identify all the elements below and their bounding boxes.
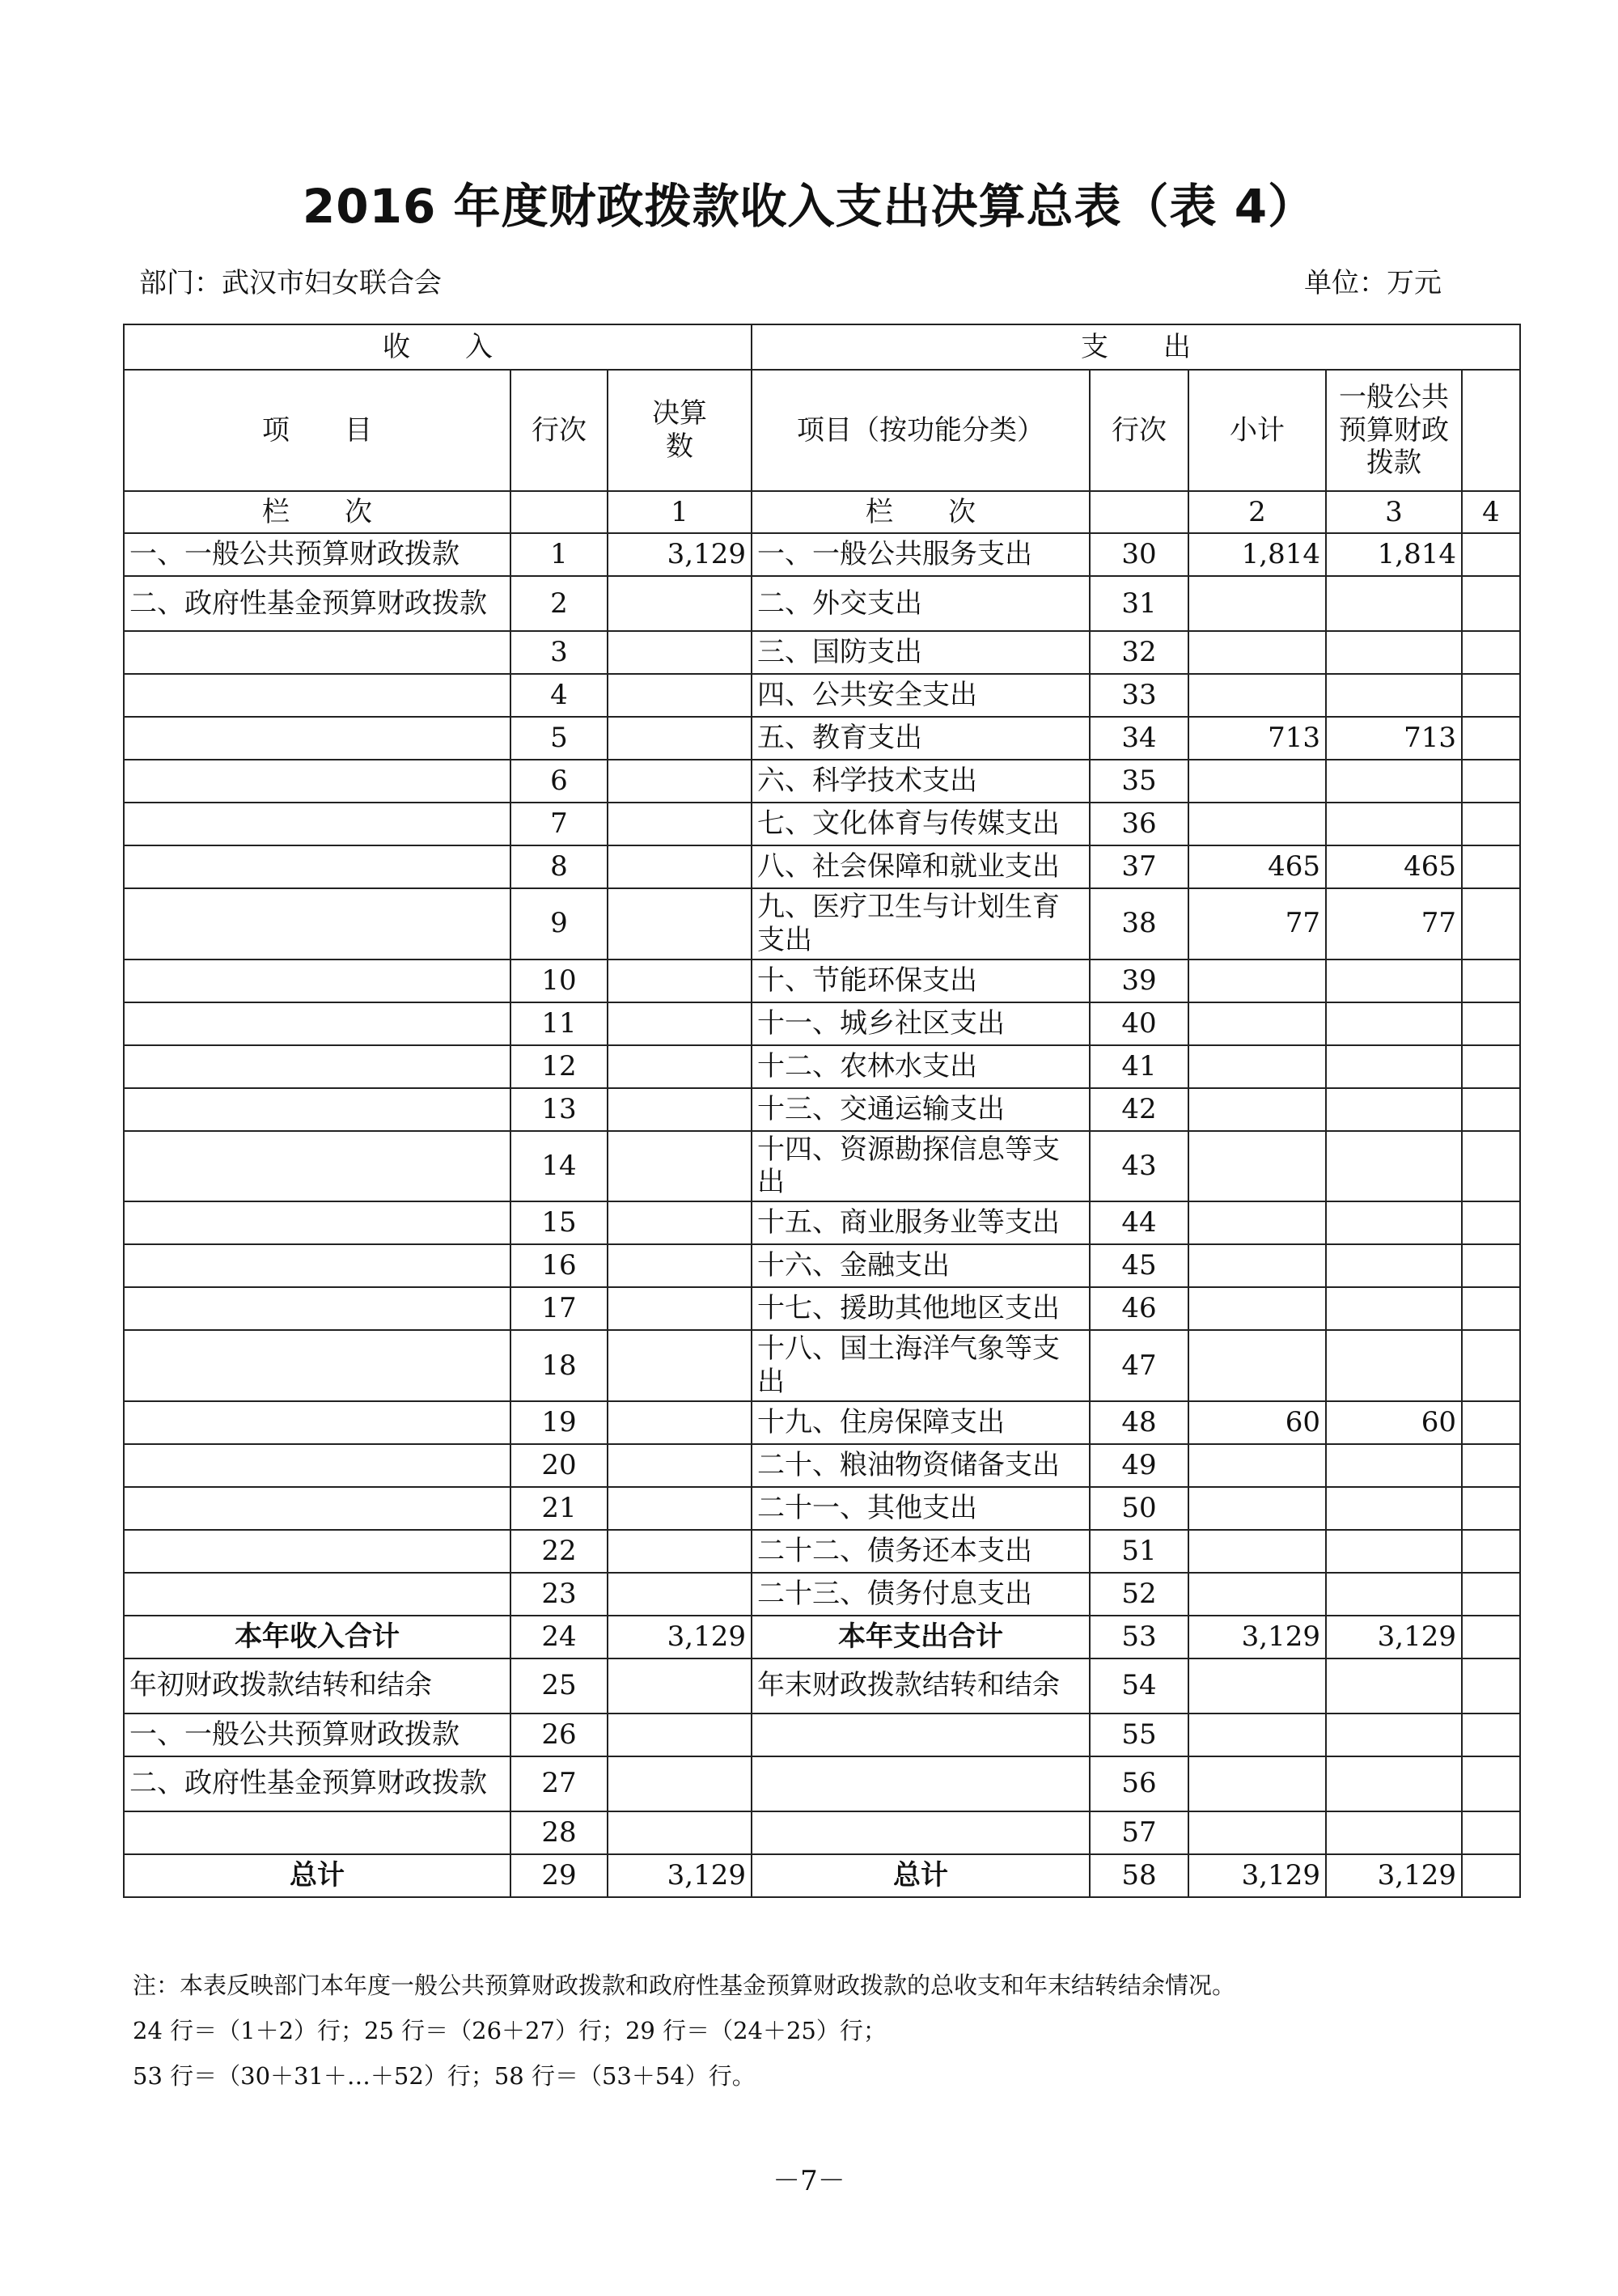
header-amount: 决算数 — [608, 370, 752, 491]
expenditure-item: 一、一般公共服务支出 — [752, 533, 1090, 576]
income-amount: 3,129 — [608, 1616, 752, 1658]
table-row — [124, 717, 1520, 760]
income-amount — [608, 1244, 752, 1287]
table-row — [124, 1244, 1520, 1287]
expenditure-item — [752, 1811, 1090, 1854]
expenditure-item: 十八、国土海洋气象等支出 — [752, 1330, 1090, 1401]
expenditure-item: 六、科学技术支出 — [752, 760, 1090, 803]
income-item: 总计 — [124, 1854, 510, 1897]
expenditure-extra — [1462, 1756, 1520, 1811]
expenditure-extra — [1462, 1401, 1520, 1444]
income-amount — [608, 1002, 752, 1045]
column-no-label-2: 栏 次 — [752, 491, 1090, 533]
expenditure-extra — [1462, 1045, 1520, 1088]
header-general-budget: 一般公共预算财政拨款 — [1326, 370, 1462, 491]
expenditure-subtotal — [1188, 1244, 1326, 1287]
note-line-1: 注：本表反映部门本年度一般公共预算财政拨款和政府性基金预算财政拨款的总收支和年末结转结余情况。 — [133, 1972, 1236, 1999]
expenditure-row-no: 31 — [1090, 576, 1188, 631]
income-amount — [608, 576, 752, 631]
expenditure-extra — [1462, 1487, 1520, 1530]
expenditure-general-budget — [1326, 1088, 1462, 1131]
expenditure-general-budget — [1326, 631, 1462, 674]
expenditure-row-no: 52 — [1090, 1573, 1188, 1616]
expenditure-extra — [1462, 1811, 1520, 1854]
header-income: 收 入 — [124, 324, 752, 370]
expenditure-general-budget: 713 — [1326, 717, 1462, 760]
income-row-no: 11 — [510, 1002, 608, 1045]
table-row — [124, 803, 1520, 845]
income-item: 一、一般公共预算财政拨款 — [124, 533, 510, 576]
column-no-2: 2 — [1188, 491, 1326, 533]
income-item — [124, 1487, 510, 1530]
expenditure-subtotal: 3,129 — [1188, 1854, 1326, 1897]
income-item: 年初财政拨款结转和结余 — [124, 1658, 510, 1714]
expenditure-subtotal — [1188, 1045, 1326, 1088]
table-row — [124, 674, 1520, 717]
expenditure-row-no: 50 — [1090, 1487, 1188, 1530]
income-item: 一、一般公共预算财政拨款 — [124, 1714, 510, 1756]
income-amount — [608, 1088, 752, 1131]
income-row-no: 13 — [510, 1088, 608, 1131]
page-number: －7－ — [773, 2165, 845, 2197]
income-item — [124, 1244, 510, 1287]
income-row-no: 17 — [510, 1287, 608, 1330]
table-row — [124, 1811, 1520, 1854]
income-item — [124, 631, 510, 674]
note-line-2: 24 行＝（1＋2）行；25 行＝（26＋27）行；29 行＝（24＋25）行； — [133, 2017, 887, 2044]
income-item — [124, 1573, 510, 1616]
income-item: 本年收入合计 — [124, 1616, 510, 1658]
table-row — [124, 1287, 1520, 1330]
income-amount — [608, 888, 752, 959]
expenditure-row-no: 58 — [1090, 1854, 1188, 1897]
income-item — [124, 803, 510, 845]
expenditure-extra — [1462, 1201, 1520, 1244]
expenditure-extra — [1462, 1616, 1520, 1658]
income-row-no: 5 — [510, 717, 608, 760]
table-row — [124, 1756, 1520, 1811]
expenditure-general-budget: 3,129 — [1326, 1616, 1462, 1658]
expenditure-subtotal: 77 — [1188, 888, 1326, 959]
expenditure-subtotal — [1188, 760, 1326, 803]
income-amount — [608, 1487, 752, 1530]
income-row-no: 7 — [510, 803, 608, 845]
income-row-no: 21 — [510, 1487, 608, 1530]
expenditure-item: 八、社会保障和就业支出 — [752, 845, 1090, 888]
table-row — [124, 1616, 1520, 1658]
header-subtotal: 小计 — [1188, 370, 1326, 491]
income-row-no: 23 — [510, 1573, 608, 1616]
expenditure-subtotal — [1188, 1714, 1326, 1756]
income-item — [124, 760, 510, 803]
expenditure-extra — [1462, 1244, 1520, 1287]
table-row — [124, 1088, 1520, 1131]
expenditure-subtotal: 3,129 — [1188, 1616, 1326, 1658]
income-amount — [608, 1330, 752, 1401]
department-label: 部门：武汉市妇女联合会 — [139, 267, 442, 299]
expenditure-item: 三、国防支出 — [752, 631, 1090, 674]
income-row-no: 19 — [510, 1401, 608, 1444]
expenditure-row-no: 37 — [1090, 845, 1188, 888]
expenditure-row-no: 38 — [1090, 888, 1188, 959]
income-amount — [608, 845, 752, 888]
column-no-label: 栏 次 — [124, 491, 510, 533]
expenditure-general-budget: 1,814 — [1326, 533, 1462, 576]
expenditure-item: 年末财政拨款结转和结余 — [752, 1658, 1090, 1714]
expenditure-general-budget — [1326, 1530, 1462, 1573]
table-row — [124, 576, 1520, 631]
expenditure-item: 十一、城乡社区支出 — [752, 1002, 1090, 1045]
expenditure-item: 四、公共安全支出 — [752, 674, 1090, 717]
expenditure-general-budget — [1326, 1658, 1462, 1714]
income-row-no: 12 — [510, 1045, 608, 1088]
expenditure-item: 十六、金融支出 — [752, 1244, 1090, 1287]
income-item — [124, 845, 510, 888]
income-amount — [608, 803, 752, 845]
expenditure-extra — [1462, 1131, 1520, 1202]
expenditure-item: 十三、交通运输支出 — [752, 1088, 1090, 1131]
expenditure-general-budget — [1326, 1444, 1462, 1487]
table-row — [124, 760, 1520, 803]
expenditure-general-budget — [1326, 1201, 1462, 1244]
expenditure-item: 二十二、债务还本支出 — [752, 1530, 1090, 1573]
income-row-no: 29 — [510, 1854, 608, 1897]
header-extra — [1462, 370, 1520, 491]
expenditure-extra — [1462, 1530, 1520, 1573]
unit-label: 单位：万元 — [1304, 267, 1442, 299]
expenditure-general-budget — [1326, 576, 1462, 631]
expenditure-row-no: 42 — [1090, 1088, 1188, 1131]
header-item: 项 目 — [124, 370, 510, 491]
expenditure-row-no: 33 — [1090, 674, 1188, 717]
expenditure-extra — [1462, 845, 1520, 888]
expenditure-general-budget — [1326, 1244, 1462, 1287]
income-amount — [608, 1573, 752, 1616]
expenditure-row-no: 57 — [1090, 1811, 1188, 1854]
income-item: 二、政府性基金预算财政拨款 — [124, 576, 510, 631]
expenditure-extra — [1462, 1573, 1520, 1616]
income-row-no: 9 — [510, 888, 608, 959]
income-item — [124, 1088, 510, 1131]
income-row-no: 15 — [510, 1201, 608, 1244]
expenditure-general-budget — [1326, 1756, 1462, 1811]
table-row — [124, 1131, 1520, 1202]
expenditure-item: 二十、粮油物资储备支出 — [752, 1444, 1090, 1487]
income-amount — [608, 959, 752, 1002]
income-row-no: 2 — [510, 576, 608, 631]
table-row — [124, 1201, 1520, 1244]
expenditure-subtotal — [1188, 1530, 1326, 1573]
expenditure-subtotal — [1188, 1487, 1326, 1530]
table-row — [124, 1530, 1520, 1573]
expenditure-subtotal — [1188, 1131, 1326, 1202]
income-row-no: 20 — [510, 1444, 608, 1487]
income-row-no: 16 — [510, 1244, 608, 1287]
expenditure-item — [752, 1756, 1090, 1811]
header-row-no-2: 行次 — [1090, 370, 1188, 491]
expenditure-item — [752, 1714, 1090, 1756]
table-row — [124, 1487, 1520, 1530]
expenditure-row-no: 54 — [1090, 1658, 1188, 1714]
table-row — [124, 888, 1520, 959]
expenditure-subtotal — [1188, 1287, 1326, 1330]
table-row — [124, 1330, 1520, 1401]
expenditure-subtotal — [1188, 674, 1326, 717]
income-row-no: 22 — [510, 1530, 608, 1573]
expenditure-general-budget — [1326, 959, 1462, 1002]
expenditure-row-no: 45 — [1090, 1244, 1188, 1287]
expenditure-extra — [1462, 533, 1520, 576]
expenditure-general-budget — [1326, 1287, 1462, 1330]
expenditure-subtotal — [1188, 1444, 1326, 1487]
income-item — [124, 1201, 510, 1244]
expenditure-row-no: 35 — [1090, 760, 1188, 803]
expenditure-item: 十四、资源勘探信息等支出 — [752, 1131, 1090, 1202]
expenditure-item: 五、教育支出 — [752, 717, 1090, 760]
income-item — [124, 1002, 510, 1045]
expenditure-subtotal — [1188, 1088, 1326, 1131]
income-item — [124, 1444, 510, 1487]
expenditure-general-budget — [1326, 1045, 1462, 1088]
expenditure-extra — [1462, 631, 1520, 674]
header-func-item: 项目（按功能分类） — [752, 370, 1090, 491]
expenditure-row-no: 48 — [1090, 1401, 1188, 1444]
expenditure-extra — [1462, 1444, 1520, 1487]
expenditure-item: 十二、农林水支出 — [752, 1045, 1090, 1088]
income-amount — [608, 1045, 752, 1088]
expenditure-row-no: 43 — [1090, 1131, 1188, 1202]
income-item: 二、政府性基金预算财政拨款 — [124, 1756, 510, 1811]
expenditure-row-no: 40 — [1090, 1002, 1188, 1045]
table-row — [124, 631, 1520, 674]
table-row — [124, 959, 1520, 1002]
income-amount — [608, 1201, 752, 1244]
expenditure-row-no: 56 — [1090, 1756, 1188, 1811]
expenditure-general-budget — [1326, 760, 1462, 803]
expenditure-general-budget: 77 — [1326, 888, 1462, 959]
income-amount — [608, 717, 752, 760]
expenditure-extra — [1462, 803, 1520, 845]
expenditure-general-budget — [1326, 1002, 1462, 1045]
income-row-no: 8 — [510, 845, 608, 888]
header-row-no: 行次 — [510, 370, 608, 491]
column-no-1: 1 — [608, 491, 752, 533]
expenditure-row-no: 44 — [1090, 1201, 1188, 1244]
income-amount: 3,129 — [608, 533, 752, 576]
column-no-4: 4 — [1462, 491, 1520, 533]
expenditure-subtotal — [1188, 1330, 1326, 1401]
income-amount — [608, 1756, 752, 1811]
header-section-row — [124, 324, 1520, 370]
income-item — [124, 1530, 510, 1573]
expenditure-extra — [1462, 576, 1520, 631]
income-row-no: 4 — [510, 674, 608, 717]
income-item — [124, 1287, 510, 1330]
income-row-no: 27 — [510, 1756, 608, 1811]
table-row — [124, 533, 1520, 576]
expenditure-general-budget — [1326, 674, 1462, 717]
expenditure-general-budget — [1326, 1487, 1462, 1530]
expenditure-row-no: 34 — [1090, 717, 1188, 760]
table-row — [124, 1854, 1520, 1897]
income-amount — [608, 631, 752, 674]
expenditure-item: 二十三、债务付息支出 — [752, 1573, 1090, 1616]
expenditure-row-no: 36 — [1090, 803, 1188, 845]
income-row-no: 26 — [510, 1714, 608, 1756]
expenditure-subtotal — [1188, 631, 1326, 674]
table-row — [124, 1714, 1520, 1756]
expenditure-extra — [1462, 1088, 1520, 1131]
income-amount — [608, 674, 752, 717]
expenditure-extra — [1462, 888, 1520, 959]
income-item — [124, 1811, 510, 1854]
income-row-no: 25 — [510, 1658, 608, 1714]
expenditure-general-budget: 3,129 — [1326, 1854, 1462, 1897]
expenditure-extra — [1462, 717, 1520, 760]
income-amount — [608, 1444, 752, 1487]
income-row-no: 24 — [510, 1616, 608, 1658]
expenditure-item: 二十一、其他支出 — [752, 1487, 1090, 1530]
income-amount — [608, 1287, 752, 1330]
expenditure-row-no: 30 — [1090, 533, 1188, 576]
expenditure-subtotal — [1188, 1002, 1326, 1045]
expenditure-row-no: 46 — [1090, 1287, 1188, 1330]
income-amount — [608, 1131, 752, 1202]
table-row — [124, 1573, 1520, 1616]
income-item — [124, 717, 510, 760]
expenditure-extra — [1462, 959, 1520, 1002]
table-row — [124, 1658, 1520, 1714]
expenditure-subtotal: 465 — [1188, 845, 1326, 888]
table-row — [124, 1045, 1520, 1088]
column-no-3: 3 — [1326, 491, 1462, 533]
expenditure-subtotal — [1188, 576, 1326, 631]
expenditure-subtotal — [1188, 1811, 1326, 1854]
expenditure-subtotal: 1,814 — [1188, 533, 1326, 576]
table-row — [124, 845, 1520, 888]
income-row-no: 18 — [510, 1330, 608, 1401]
expenditure-general-budget: 60 — [1326, 1401, 1462, 1444]
expenditure-extra — [1462, 1714, 1520, 1756]
income-row-no: 1 — [510, 533, 608, 576]
expenditure-item: 十五、商业服务业等支出 — [752, 1201, 1090, 1244]
expenditure-general-budget: 465 — [1326, 845, 1462, 888]
income-row-no: 28 — [510, 1811, 608, 1854]
expenditure-general-budget — [1326, 1714, 1462, 1756]
expenditure-item: 十九、住房保障支出 — [752, 1401, 1090, 1444]
expenditure-extra — [1462, 760, 1520, 803]
income-item — [124, 888, 510, 959]
expenditure-row-no: 49 — [1090, 1444, 1188, 1487]
expenditure-item: 本年支出合计 — [752, 1616, 1090, 1658]
income-amount — [608, 1714, 752, 1756]
expenditure-row-no: 32 — [1090, 631, 1188, 674]
expenditure-extra — [1462, 1658, 1520, 1714]
expenditure-row-no: 51 — [1090, 1530, 1188, 1573]
expenditure-general-budget — [1326, 1573, 1462, 1616]
income-row-no: 10 — [510, 959, 608, 1002]
expenditure-extra — [1462, 1002, 1520, 1045]
header-column-row — [124, 370, 1520, 491]
column-number-row — [124, 491, 1520, 533]
income-item — [124, 1401, 510, 1444]
page-title: 2016 年度财政拨款收入支出决算总表（表 4） — [302, 179, 1316, 234]
income-amount — [608, 760, 752, 803]
expenditure-row-no: 53 — [1090, 1616, 1188, 1658]
income-amount — [608, 1530, 752, 1573]
expenditure-item: 十七、援助其他地区支出 — [752, 1287, 1090, 1330]
column-no-blank-2 — [1090, 491, 1188, 533]
expenditure-subtotal — [1188, 1756, 1326, 1811]
income-item — [124, 1045, 510, 1088]
expenditure-extra — [1462, 1330, 1520, 1401]
expenditure-row-no: 55 — [1090, 1714, 1188, 1756]
expenditure-row-no: 39 — [1090, 959, 1188, 1002]
table-row — [124, 1401, 1520, 1444]
expenditure-item: 总计 — [752, 1854, 1090, 1897]
expenditure-extra — [1462, 674, 1520, 717]
table-row — [124, 1444, 1520, 1487]
expenditure-item: 九、医疗卫生与计划生育支出 — [752, 888, 1090, 959]
expenditure-item: 二、外交支出 — [752, 576, 1090, 631]
income-item — [124, 674, 510, 717]
expenditure-subtotal — [1188, 959, 1326, 1002]
expenditure-general-budget — [1326, 1330, 1462, 1401]
expenditure-row-no: 41 — [1090, 1045, 1188, 1088]
column-no-blank — [510, 491, 608, 533]
income-amount — [608, 1658, 752, 1714]
expenditure-general-budget — [1326, 1131, 1462, 1202]
income-amount — [608, 1811, 752, 1854]
expenditure-item: 十、节能环保支出 — [752, 959, 1090, 1002]
expenditure-subtotal — [1188, 803, 1326, 845]
income-row-no: 6 — [510, 760, 608, 803]
expenditure-general-budget — [1326, 1811, 1462, 1854]
expenditure-subtotal — [1188, 1201, 1326, 1244]
table-row — [124, 1002, 1520, 1045]
note-line-3: 53 行＝（30＋31＋…＋52）行；58 行＝（53＋54）行。 — [133, 2062, 756, 2090]
expenditure-subtotal: 60 — [1188, 1401, 1326, 1444]
expenditure-item: 七、文化体育与传媒支出 — [752, 803, 1090, 845]
expenditure-subtotal — [1188, 1658, 1326, 1714]
income-item — [124, 1330, 510, 1401]
expenditure-general-budget — [1326, 803, 1462, 845]
income-row-no: 14 — [510, 1131, 608, 1202]
income-amount: 3,129 — [608, 1854, 752, 1897]
header-expenditure: 支 出 — [752, 324, 1520, 370]
income-row-no: 3 — [510, 631, 608, 674]
expenditure-extra — [1462, 1287, 1520, 1330]
expenditure-row-no: 47 — [1090, 1330, 1188, 1401]
budget-table — [123, 324, 1521, 1898]
expenditure-subtotal: 713 — [1188, 717, 1326, 760]
expenditure-subtotal — [1188, 1573, 1326, 1616]
income-item — [124, 1131, 510, 1202]
income-amount — [608, 1401, 752, 1444]
income-item — [124, 959, 510, 1002]
expenditure-extra — [1462, 1854, 1520, 1897]
